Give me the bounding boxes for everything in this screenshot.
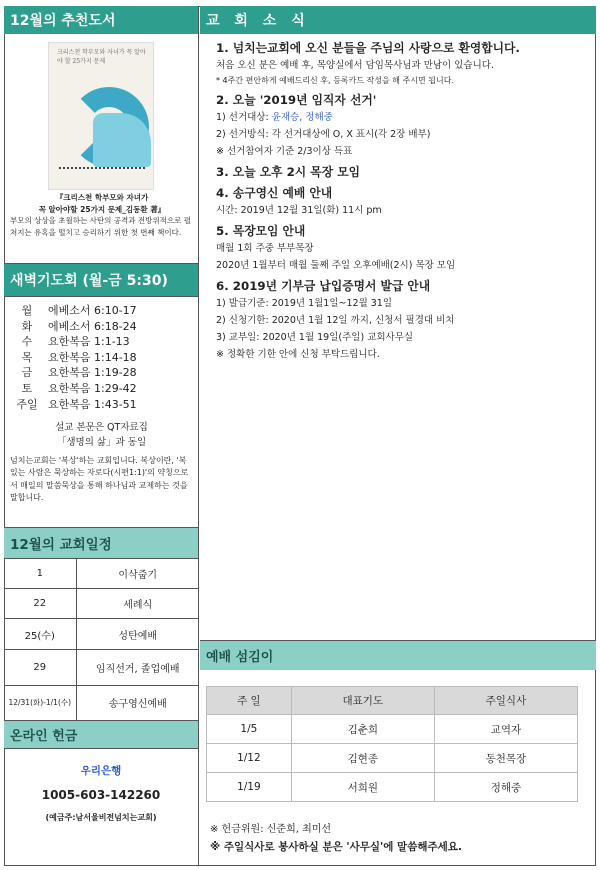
dawn-passage: 에베소서 6:10-17: [48, 304, 137, 317]
service-row: [207, 715, 578, 744]
service-row: [207, 773, 578, 802]
candidate-names: 윤재승, 정해중: [271, 112, 333, 123]
news-item-5: [216, 223, 590, 274]
schedule-event: 세례식: [76, 589, 199, 619]
dawn-prayer-row: [14, 397, 194, 413]
news-item-title: 3. 오늘 오후 2시 목장 모임: [216, 165, 360, 179]
service-cell: 김현종: [291, 744, 434, 773]
book-caption: [10, 192, 194, 238]
dawn-prayer-heading: 새벽기도회 (월-금 5:30): [4, 264, 198, 296]
schedule-date: 25(수): [4, 619, 76, 650]
left-column: [4, 6, 199, 866]
news-item-3: [216, 164, 590, 181]
dawn-note-line1: 설교 본문은 QT자료집: [55, 422, 148, 433]
service-column-header: 주일식사: [434, 687, 577, 715]
online-giving-heading: 온라인 헌금: [4, 720, 198, 748]
news-item-line: [216, 109, 590, 126]
schedule-row: [4, 619, 199, 650]
news-item-line: ※ 정확한 기한 안에 신청 부탁드립니다.: [216, 349, 380, 360]
service-volunteers-table: [206, 686, 578, 802]
dawn-prayer-section: [4, 296, 198, 528]
dawn-prayer-row: [14, 334, 194, 350]
service-cell: 1/19: [207, 773, 292, 802]
right-column: [200, 6, 596, 866]
news-item-line: 매월 1회 주중 부부목장: [216, 243, 314, 254]
schedule-event: 송구영신예배: [76, 686, 199, 720]
schedule-row: [4, 686, 199, 720]
news-item-note: * 4주간 편안하게 예배드리신 후, 등록카드 작성을 해 주시면 됩니다.: [216, 76, 454, 85]
news-item-6: [216, 278, 590, 363]
dawn-day: 토: [21, 381, 33, 395]
service-column-header: 대표기도: [291, 687, 434, 715]
schedule-event: 임직선거, 졸업예배: [76, 650, 199, 686]
news-item-2: [216, 92, 590, 160]
service-cell: 1/5: [207, 715, 292, 744]
book-title-line2: 꼭 알아야할 25가지 문제_김동환 著』: [38, 204, 166, 214]
news-item-1: [216, 40, 590, 88]
dawn-prayer-description: 넘치는교회는 '복상'하는 교회입니다. 복상이란, '복 있는 사람은 묵상하는 자로다(시편1:1)'의 약칭으로서 매일의 말씀묵상을 통해 하나님과 교제하는 것을 말합니다.: [10, 456, 189, 502]
news-item-line: 처음 오신 분은 예배 후, 목양실에서 담임목사님과 만남이 있습니다.: [216, 60, 494, 71]
schedule-event: 이삭줍기: [76, 559, 199, 589]
service-row: [207, 744, 578, 773]
offering-committee-note: ※ 헌금위원: 신준희, 최미선: [210, 824, 332, 835]
schedule-row: [4, 589, 199, 619]
schedule-date: 29: [4, 650, 76, 686]
service-notes: [210, 822, 590, 856]
dawn-day: 목: [21, 350, 33, 364]
dawn-prayer-note: [4, 420, 199, 450]
service-volunteers-heading: 예배 섬김이: [200, 640, 596, 670]
book-section-heading: 12월의 추천도서: [4, 6, 198, 34]
account-number: 1005-603-142260: [41, 787, 161, 802]
news-item-line: ※ 선거참여자 기준 2/3이상 득표: [216, 146, 353, 157]
dawn-passage: 요한복음 1:1-13: [48, 335, 130, 349]
news-item-line: 1) 발급기준: 2019년 1월1일~12월 31일: [216, 298, 393, 309]
book-cover-people: [59, 167, 145, 173]
news-item-line: 3) 교부일: 2020년 1월 19일(주일) 교회사무실: [216, 332, 414, 343]
book-description: 부모의 상상을 초월하는 사탄의 공격과 전방위적으로 펼쳐지는 유혹을 떨치고 승리하기 위한 첫 번째 책이다.: [10, 216, 191, 237]
news-item-title: 4. 송구영신 예배 안내: [216, 186, 333, 200]
dawn-passage: 에베소서 6:18-24: [48, 319, 137, 333]
news-item-title: 1. 넘치는교회에 오신 분들을 주님의 사랑으로 환영합니다.: [216, 41, 520, 55]
schedule-table: [4, 558, 199, 720]
dawn-passage: 요한복음 1:19-28: [48, 366, 137, 380]
book-cover-image: [48, 42, 154, 190]
schedule-date: 12/31(화)-1/1(수): [4, 686, 76, 720]
meal-volunteer-note: ※ 주일식사로 봉사하실 분은 '사무실'에 말씀해주세요.: [210, 841, 462, 853]
candidates-label: 1) 선거대상:: [216, 112, 272, 123]
service-cell: 서희원: [291, 773, 434, 802]
news-item-title: 5. 목장모임 안내: [216, 224, 306, 238]
schedule-heading: 12월의 교회일정: [4, 528, 198, 558]
bank-name: 우리은행: [80, 764, 122, 777]
service-cell: 1/12: [207, 744, 292, 773]
service-cell: 김춘희: [291, 715, 434, 744]
book-section: [4, 34, 198, 264]
schedule-date: 22: [4, 589, 76, 619]
dawn-note-line2: 「생명의 삶」과 동일: [56, 437, 147, 448]
dawn-passage: 요한복음 1:14-18: [48, 350, 137, 364]
church-news-list: [216, 40, 590, 363]
dawn-prayer-list: [14, 303, 194, 412]
book-cover-title: 크리스천 학부모와 자녀가 꼭 알아야 할 25가지 문제: [57, 49, 146, 65]
dawn-day: 월: [21, 304, 33, 317]
dawn-passage: 요한복음 1:29-42: [48, 381, 137, 395]
news-item-line: 시간: 2019년 12월 31일(화) 11시 pm: [216, 205, 382, 216]
schedule-row: [4, 650, 199, 686]
news-item-line: 2020년 1월부터 매월 둘째 주일 오후예배(2시) 목장 모임: [216, 260, 456, 271]
service-cell: 동천목장: [434, 744, 577, 773]
news-item-title: 2. 오늘 '2019년 임직자 선거': [216, 93, 377, 107]
book-title-line1: 『크리스천 학부모와 자녀가: [55, 193, 149, 202]
dawn-prayer-row: [14, 303, 194, 319]
schedule-row: [4, 559, 199, 589]
dawn-prayer-row: [14, 365, 194, 381]
online-giving-section: [4, 748, 198, 852]
service-column-header: 주 일: [207, 687, 292, 715]
news-item-line: 2) 신청기한: 2020년 1월 12일 까지, 신청서 필경대 비치: [216, 315, 455, 326]
service-cell: 교역자: [434, 715, 577, 744]
schedule-date: 1: [4, 559, 76, 589]
dawn-day: 화: [21, 319, 33, 333]
dawn-day: 수: [21, 335, 33, 349]
service-cell: 정해중: [434, 773, 577, 802]
schedule-event: 성탄예배: [76, 619, 199, 650]
dawn-prayer-row: [14, 319, 194, 335]
book-cover-graphic-inner: [93, 113, 151, 167]
news-item-title: 6. 2019년 기부금 납입증명서 발급 안내: [216, 279, 431, 293]
account-holder: (예금주:남서울비전넘치는교회): [45, 812, 157, 822]
dawn-day: 금: [21, 366, 33, 380]
dawn-day: 주일: [16, 397, 38, 411]
news-item-line: 2) 선거방식: 각 선거대상에 O, X 표시(각 2장 배부): [216, 129, 431, 140]
news-item-4: [216, 185, 590, 219]
church-news-heading: 교 회 소 식: [200, 6, 596, 34]
service-header-row: [207, 687, 578, 715]
dawn-prayer-row: [14, 350, 194, 366]
dawn-passage: 요한복음 1:43-51: [48, 397, 137, 411]
dawn-prayer-row: [14, 381, 194, 397]
